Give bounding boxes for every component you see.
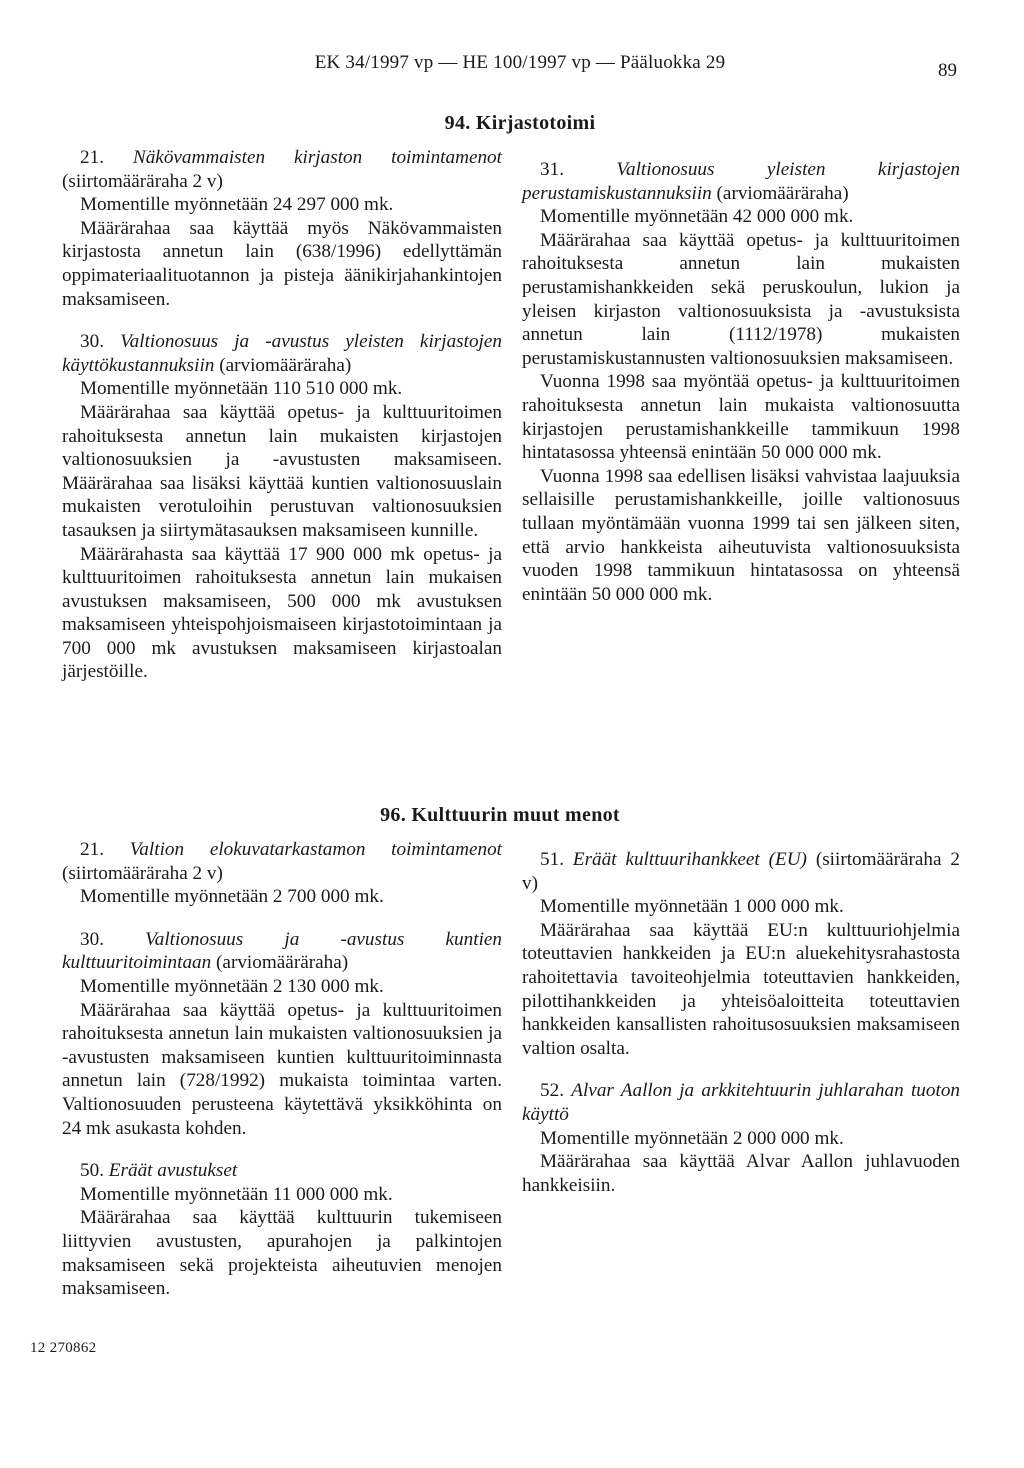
appropriation-type: (siirtomääräraha 2 v) (522, 849, 960, 894)
section96-right-column (522, 848, 960, 1216)
budget-item (522, 158, 960, 606)
item-heading (62, 928, 502, 975)
item-heading (62, 146, 502, 193)
item-paragraph: Määrärahaa saa käyttää opetus- ja kulttuuritoimen rahoituksesta annetun lain mukaisten valtionosuuksien ja -avustusten maksamiseen kuntien kulttuuritoiminnasta annetun lain (728/1992) mukaista toimintaa varten. Valtionosuuden perusteena käytettävä yksikköhinta on 24 mk asukasta kohden. (62, 999, 502, 1139)
budget-item (522, 848, 960, 1060)
item-name: Näkövammaisten kirjaston toimintamenot (132, 147, 502, 168)
appropriation-amount: Momentille myönnetään 2 700 000 mk. (80, 886, 384, 908)
budget-item (62, 330, 502, 684)
appropriation-amount: Momentille myönnetään 11 000 000 mk. (80, 1183, 393, 1205)
budget-item (62, 928, 502, 1140)
appropriation-amount: Momentille myönnetään 110 510 000 mk. (80, 378, 403, 400)
item-paragraph: Määrärahaa saa käyttää opetus- ja kulttuuritoimen rahoituksesta annetun lain mukaisten perustamishankkeiden sekä peruskoulun, lukion ja yleisen kirjaston valtionosuuksista ja -avustuksista annetun lain (1112/1978) mukaisten perustamiskustannusten valtionosuuksien maksamiseen. (522, 229, 960, 369)
item-paragraph: Määrärahaa saa käyttää myös Näkövammaisten kirjastosta annetun lain (638/1996) edellyttämän oppimateriaalituotannon ja pisteja äänikirjahankintojen maksamiseen. (62, 217, 502, 310)
appropriation-amount: Momentille myönnetään 1 000 000 mk. (540, 896, 844, 918)
appropriation-amount: Momentille myönnetään 2 130 000 mk. (80, 975, 384, 997)
item-heading (522, 158, 960, 205)
running-head: EK 34/1997 vp — HE 100/1997 vp — Pääluokka 29 (314, 52, 726, 73)
appropriation-amount: Momentille myönnetään 42 000 000 mk. (540, 206, 854, 228)
item-number: 51. (540, 849, 564, 870)
item-name: Valtionosuus ja -avustus yleisten kirjastojen käyttökustannuksiin (62, 331, 502, 376)
item-name: Valtionosuus ja -avustus kuntien kulttuuritoimintaan (62, 928, 503, 974)
page-number: 89 (938, 60, 957, 81)
appropriation-amount: Momentille myönnetään 24 297 000 mk. (80, 194, 394, 216)
item-paragraph: Määrärahasta saa käyttää 17 900 000 mk opetus- ja kulttuuritoimen rahoituksesta annetun lain mukaisen avustuksen maksamiseen, 500 000 mk avustuksen maksamiseen yhteispohjoismaiseen kirjastotoimintaan ja 700 000 mk avustuksen maksamiseen kirjastoalan järjestöille. (62, 543, 502, 683)
appropriation-type: (arviomääräraha) (716, 182, 849, 204)
item-paragraph: Määrärahaa saa käyttää EU:n kulttuuriohjelmia toteuttavien hankkeiden ja EU:n aluekehitysrahastosta rahoitettavia tavoiteohjelmia toteuttavien hankkeiden, pilottihankkeiden ja yhteisöaloitteita toteuttavien hankkeiden kansallisten rahoitusosuuksien maksamiseen valtion osalta. (522, 919, 960, 1059)
appropriation-type: (arviomääräraha) (219, 354, 352, 376)
budget-item (62, 838, 502, 909)
item-name: Valtionosuus yleisten kirjastojen perustamiskustannuksiin (522, 159, 960, 204)
budget-item (62, 146, 502, 311)
appropriation-amount: Momentille myönnetään 2 000 000 mk. (540, 1127, 844, 1149)
item-number: 30. (80, 928, 104, 950)
item-heading (522, 848, 960, 895)
appropriation-type: (siirtomääräraha 2 v) (62, 170, 223, 192)
item-paragraph: Määrärahaa saa käyttää opetus- ja kulttuuritoimen rahoituksesta annetun lain mukaisten kirjastojen valtionosuuksien ja -avustusten maksamiseen. Määrärahaa saa lisäksi käyttää kuntien valtionosuuslain mukaisten verotuloihin perustuvan valtionosuuksien tasauksen ja siirtymätasauksen maksamiseen kunnille. (62, 401, 502, 541)
print-code: 12 270862 (30, 1340, 97, 1356)
item-name: Eräät avustukset (108, 1160, 238, 1182)
section94-left-column (62, 146, 502, 703)
section94-right-column (522, 158, 960, 625)
item-paragraph: Määrärahaa saa käyttää kulttuurin tukemiseen liittyvien avustusten, apurahojen ja palkintojen maksamiseen sekä projekteista aiheutuvien menojen maksamiseen. (62, 1207, 502, 1300)
item-heading (62, 330, 502, 377)
item-number: 21. (80, 839, 104, 860)
item-heading (62, 1159, 502, 1183)
item-number: 31. (540, 159, 564, 180)
budget-item (62, 1159, 502, 1301)
item-name: Eräät kulttuurihankkeet (EU) (572, 849, 807, 870)
item-number: 21. (80, 147, 104, 168)
item-paragraph: Vuonna 1998 saa edellisen lisäksi vahvistaa laajuuksia sellaisille perustamishankkeille, joille valtionosuus tullaan myöntämään vuonna 1999 tai sen jälkeen siten, että arvio hankkeista aiheutuvista valtionosuuksista vuoden 1998 tammikuun hintatasossa on yhteensä enintään 50 000 000 mk. (522, 465, 960, 605)
item-heading (62, 838, 502, 885)
item-paragraph: Vuonna 1998 saa myöntää opetus- ja kulttuuritoimen rahoituksesta annetun lain mukaista valtionosuutta kirjastojen perustamishankkeille tammikuun 1998 hintatasossa yhteensä enintään 50 000 000 mk. (522, 371, 960, 464)
section96-left-column (62, 838, 502, 1320)
appropriation-type: (siirtomääräraha 2 v) (62, 862, 223, 884)
item-paragraph: Määrärahaa saa käyttää Alvar Aallon juhlavuoden hankkeisiin. (522, 1151, 960, 1196)
item-number: 50. (80, 1160, 104, 1182)
item-number: 30. (80, 331, 104, 353)
budget-item (522, 1079, 960, 1197)
item-number: 52. (540, 1080, 564, 1102)
item-heading (522, 1079, 960, 1126)
appropriation-type: (arviomääräraha) (216, 952, 349, 974)
item-name: Alvar Aallon ja arkkitehtuurin juhlarahan tuoton käyttö (522, 1080, 961, 1125)
section-title-94: 94. Kirjastotoimi (444, 112, 596, 134)
item-name: Valtion elokuvatarkastamon toimintamenot (129, 839, 502, 860)
section-title-96: 96. Kulttuurin muut menot (380, 804, 620, 826)
